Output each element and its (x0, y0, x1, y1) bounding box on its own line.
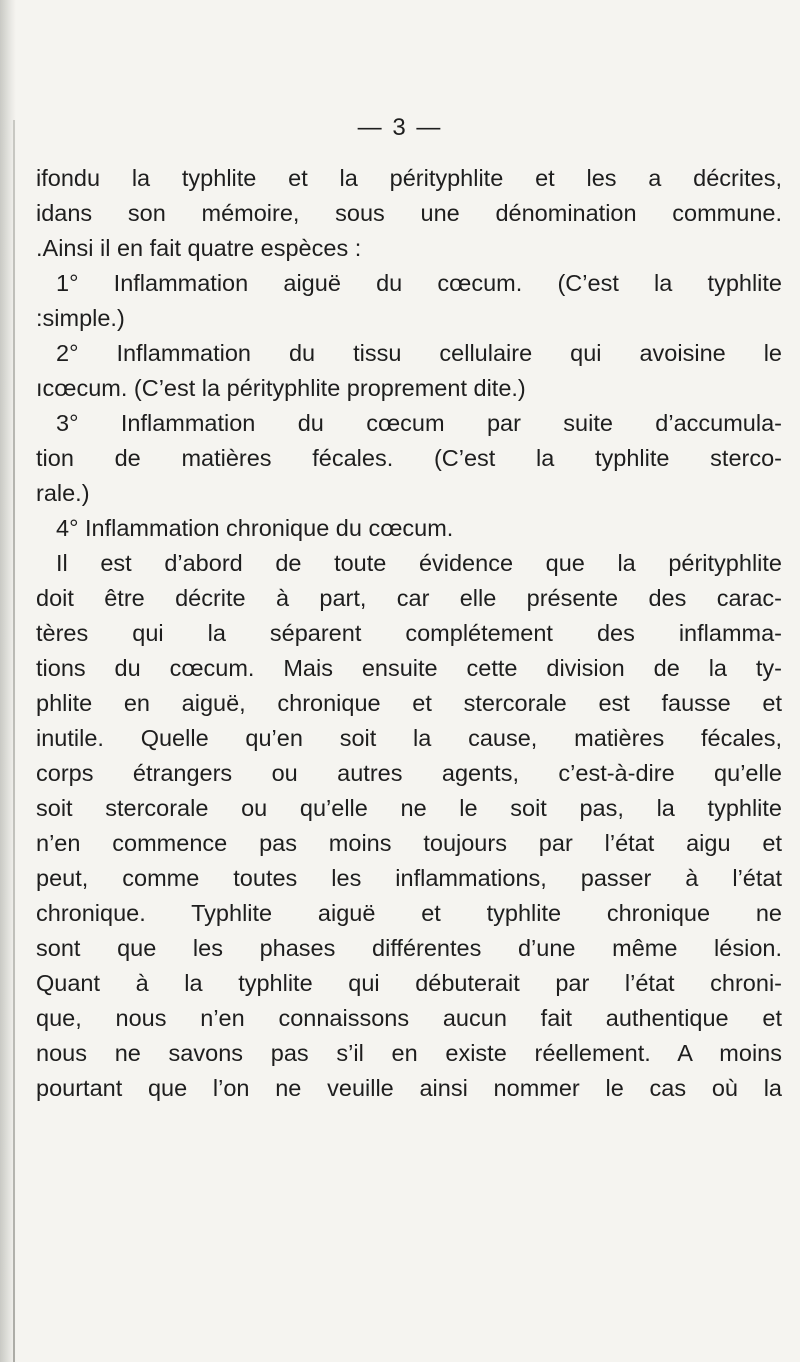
text-line: rale.) (36, 480, 90, 506)
text-line: chronique. Typhlite aiguë et typhlite chronique ne (36, 900, 782, 926)
text-line: ifondu la typhlite et la pérityphlite et les a décrites, (36, 165, 782, 191)
text-line: tions du cœcum. Mais ensuite cette division de la ty- (36, 655, 782, 681)
text-line: 3° Inflammation du cœcum par suite d’accumula- (56, 410, 782, 436)
text-line: 1° Inflammation aiguë du cœcum. (C’est la typhlite (56, 270, 782, 296)
text-line: corps étrangers ou autres agents, c’est-à-dire qu’elle (36, 760, 782, 786)
text-line: sont que les phases différentes d’une même lésion. (36, 935, 782, 961)
text-line: n’en commence pas moins toujours par l’état aigu et (36, 830, 782, 856)
text-line: Il est d’abord de toute évidence que la pérityphlite (56, 550, 782, 576)
text-line: soit stercorale ou qu’elle ne le soit pas, la typhlite (36, 795, 782, 821)
text-line: 4° Inflammation chronique du cœcum. (56, 515, 454, 541)
text-line: pourtant que l’on ne veuille ainsi nommer le cas où la (36, 1075, 782, 1101)
text-line: inutile. Quelle qu’en soit la cause, matières fécales, (36, 725, 782, 751)
page-number: — 3 — (357, 114, 443, 141)
text-line: .Ainsi il en fait quatre espèces : (36, 235, 362, 261)
text-line: nous ne savons pas s’il en existe réellement. A moins (36, 1040, 782, 1066)
text-line: tères qui la séparent complétement des inflamma- (36, 620, 782, 646)
text-line: que, nous n’en connaissons aucun fait authentique et (36, 1005, 782, 1031)
text-line: Quant à la typhlite qui débuterait par l’état chroni- (36, 970, 782, 996)
text-line: doit être décrite à part, car elle présente des carac- (36, 585, 782, 611)
text-line: phlite en aiguë, chronique et stercorale est fausse et (36, 690, 782, 716)
text-line: :simple.) (36, 305, 125, 331)
text-line: ıcœcum. (C’est la pérityphlite proprement dite.) (36, 375, 526, 401)
text-line: tion de matières fécales. (C’est la typhlite sterco- (36, 445, 782, 471)
text-line: idans son mémoire, sous une dénomination commune. (36, 200, 782, 226)
binding-edge (13, 120, 15, 1362)
text-line: 2° Inflammation du tissu cellulaire qui avoisine le (56, 340, 782, 366)
text-line: peut, comme toutes les inflammations, passer à l’état (36, 865, 782, 891)
